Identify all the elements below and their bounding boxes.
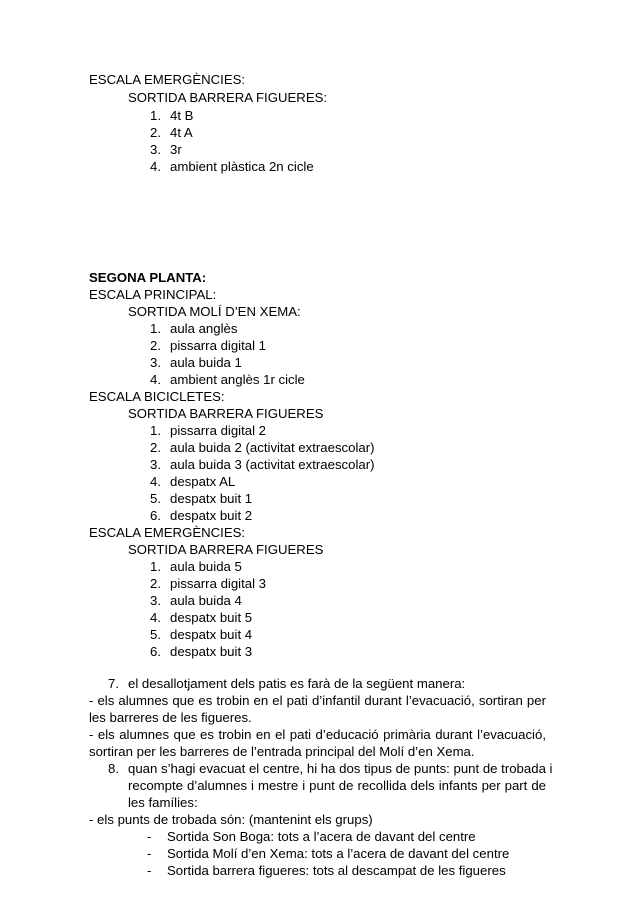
list-number: 4. — [150, 159, 161, 174]
list-item — [147, 846, 509, 863]
list-item — [150, 355, 242, 372]
list-text: aula buida 2 (activitat extraescolar) — [170, 440, 375, 455]
list-number: 2. — [150, 338, 161, 353]
list-text: aula anglès — [170, 321, 238, 336]
list-number: 3. — [150, 355, 161, 370]
list-number: 1. — [150, 108, 161, 123]
paragraph-line: sortiran per les barreres de l’entrada principal del Molí d’en Xema. — [89, 744, 475, 759]
paragraph-line: - els alumnes que es trobin en el pati d’infantil durant l’evacuació, sortiran per — [89, 693, 546, 708]
list-item — [150, 440, 375, 457]
list-item — [147, 829, 476, 846]
heading-escala-emergencies: ESCALA EMERGÈNCIES: — [89, 72, 246, 87]
list-number: 4. — [150, 372, 161, 387]
exit-barrera-figueres: SORTIDA BARRERA FIGUERES — [128, 406, 324, 421]
list-item — [150, 559, 242, 576]
list-number: 1. — [150, 423, 161, 438]
list-item — [150, 474, 235, 491]
list-item — [150, 593, 242, 610]
list-number: 3. — [150, 142, 161, 157]
list-number: 4. — [150, 474, 161, 489]
paragraph-line: les famílies: — [128, 795, 198, 810]
floor-title: SEGONA PLANTA: — [89, 270, 207, 285]
bullet-dash: - — [147, 829, 152, 844]
list-item — [150, 338, 266, 355]
list-item — [150, 142, 182, 159]
list-item — [150, 576, 266, 593]
list-item — [147, 863, 506, 880]
list-text: 3r — [170, 142, 182, 157]
point-8-number: 8. — [108, 761, 119, 776]
list-text: el desallotjament dels patis es farà de la següent manera: — [128, 676, 466, 691]
list-text: aula buida 4 — [170, 593, 242, 608]
paragraph-line: quan s’hagi evacuat el centre, hi ha dos tipus de punts: punt de trobada i — [128, 761, 553, 776]
list-item — [150, 491, 252, 508]
list-item — [150, 159, 314, 176]
list-number: 5. — [150, 491, 161, 506]
list-text: ambient plàstica 2n cicle — [170, 159, 314, 174]
list-item — [150, 321, 237, 338]
meeting-points-intro: - els punts de trobada són: (mantenint els grups) — [89, 812, 373, 827]
paragraph-line: les barreres de les figueres. — [89, 710, 252, 725]
list-text: pissarra digital 1 — [170, 338, 267, 353]
list-text: aula buida 3 (activitat extraescolar) — [170, 457, 375, 472]
list-text: aula buida 5 — [170, 559, 242, 574]
point-7 — [108, 676, 465, 693]
paragraph-line: recompte d’alumnes i mestre i punt de recollida dels infants per part de — [128, 778, 546, 793]
bullet-dash: - — [147, 846, 152, 861]
list-number: 7. — [108, 676, 119, 691]
heading-escala-bicicletes: ESCALA BICICLETES: — [89, 389, 225, 404]
exit-barrera-figueres: SORTIDA BARRERA FIGUERES — [128, 542, 324, 557]
list-number: 3. — [150, 593, 161, 608]
list-item — [150, 457, 375, 474]
list-number: 2. — [150, 440, 161, 455]
list-text: despatx buit 3 — [170, 644, 253, 659]
list-item — [150, 423, 266, 440]
list-item — [150, 108, 193, 125]
list-number: 6. — [150, 508, 161, 523]
list-text: 4t A — [170, 125, 193, 140]
list-text: Sortida barrera figueres: tots al descampat de les figueres — [167, 863, 506, 878]
list-text: ambient anglès 1r cicle — [170, 372, 305, 387]
exit-barrera-figueres: SORTIDA BARRERA FIGUERES: — [128, 90, 328, 105]
bullet-dash: - — [147, 863, 152, 878]
list-text: despatx AL — [170, 474, 236, 489]
list-text: despatx buit 1 — [170, 491, 253, 506]
list-number: 1. — [150, 559, 161, 574]
list-item — [150, 125, 193, 142]
list-text: 4t B — [170, 108, 194, 123]
list-item — [150, 610, 252, 627]
list-number: 4. — [150, 610, 161, 625]
list-text: pissarra digital 2 — [170, 423, 267, 438]
exit-moli-den-xema: SORTIDA MOLÍ D’EN XEMA: — [128, 304, 301, 319]
list-number: 2. — [150, 576, 161, 591]
list-number: 1. — [150, 321, 161, 336]
list-number: 2. — [150, 125, 161, 140]
list-item — [150, 372, 305, 389]
heading-escala-principal: ESCALA PRINCIPAL: — [89, 287, 217, 302]
list-text: pissarra digital 3 — [170, 576, 267, 591]
list-item — [150, 627, 252, 644]
list-item — [150, 644, 252, 661]
list-number: 6. — [150, 644, 161, 659]
list-text: despatx buit 5 — [170, 610, 253, 625]
list-text: despatx buit 4 — [170, 627, 253, 642]
list-text: Sortida Son Boga: tots a l’acera de davant del centre — [167, 829, 476, 844]
list-item — [150, 508, 252, 525]
list-text: despatx buit 2 — [170, 508, 253, 523]
paragraph-line: - els alumnes que es trobin en el pati d’educació primària durant l’evacuació, — [89, 727, 546, 742]
list-number: 3. — [150, 457, 161, 472]
list-number: 5. — [150, 627, 161, 642]
list-text: aula buida 1 — [170, 355, 242, 370]
heading-escala-emergencies: ESCALA EMERGÈNCIES: — [89, 525, 246, 540]
list-text: Sortida Molí d’en Xema: tots a l’acera de davant del centre — [167, 846, 510, 861]
